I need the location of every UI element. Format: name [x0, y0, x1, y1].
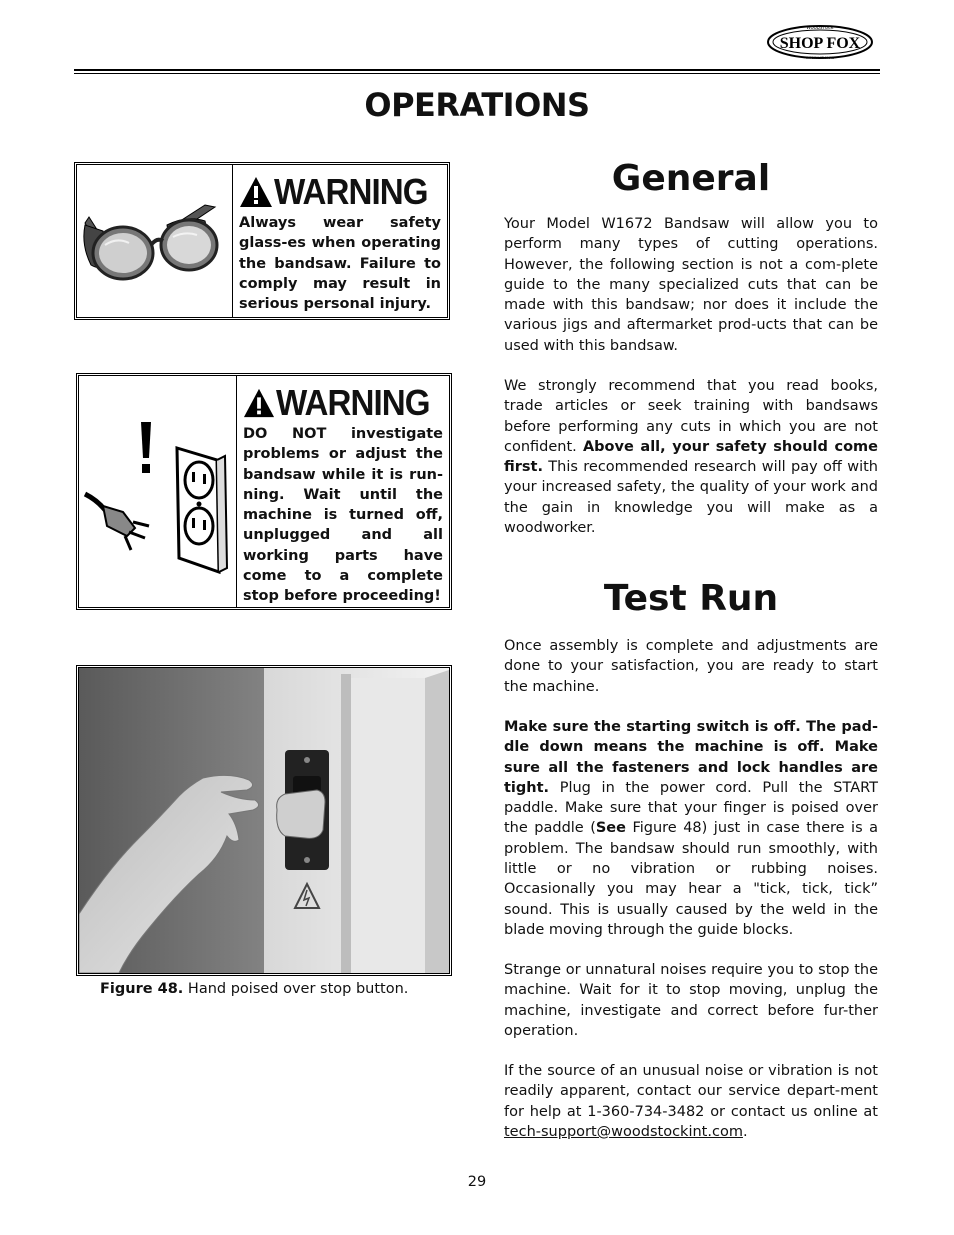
- text: ) just in case there is a problem. The bandsaw should run smoothly, with little or no vibration or rubbing noises. Occasionally you may hear a "tick, tick, tick” sound. This is usually caused by the weld in the blade moving through the guide blocks.: [504, 820, 878, 938]
- warning-text-area: [237, 376, 449, 607]
- section-title: OPERATIONS: [364, 86, 590, 124]
- test-run-paragraph-1: Once assembly is complete and adjustments are done to your satisfaction, you are ready to start the machine.: [504, 638, 878, 695]
- logo-bottom-text: INTERNATIONAL: [805, 56, 835, 60]
- header-rule: [74, 69, 880, 71]
- warning-text-area: [233, 165, 447, 317]
- unplug-outlet-icon: [79, 376, 237, 607]
- safety-glasses-icon: [77, 165, 233, 317]
- general-paragraph-1: Your Model W1672 Bandsaw will allow you to perform many types of cutting operations. However, the following section is not a com-plete guide to the many specialized cuts that can be made with this bandsaw; nor does it include the various jigs and aftermarket prod-ucts that can be used with this bandsaw.: [504, 216, 878, 354]
- warning-message: Always wear safety glass-es when operating the bandsaw. Failure to comply may result in serious personal injury.: [239, 215, 441, 313]
- warning-picture: [79, 376, 237, 607]
- warning-box-safety-glasses: [74, 162, 450, 320]
- general-paragraph-2: [504, 376, 878, 538]
- warning-triangle-icon: [239, 175, 273, 209]
- test-run-paragraph-3: Strange or unnatural noises require you to stop the machine. Wait for it to stop moving, unplug the machine, investigate and correct before fur-ther operation.: [504, 962, 878, 1039]
- warning-message: DO NOT investigate problems or adjust the bandsaw while it is run-ning. Wait until the machine is turned off, unplugged and all working parts have come to a complete stop before proceeding!: [243, 426, 443, 605]
- figure-caption: [100, 981, 408, 997]
- warning-triangle-icon: [243, 386, 275, 420]
- warning-header: [239, 171, 441, 213]
- support-email-link[interactable]: tech-support@woodstockint.com: [504, 1123, 743, 1140]
- warning-header: [243, 382, 443, 424]
- page-number: 29: [467, 1174, 487, 1190]
- safety-emphasis: Above all, your safety should come first.: [504, 438, 878, 476]
- logo-text: SHOP FOX: [779, 35, 861, 52]
- test-run-paragraph-2: [504, 717, 878, 940]
- text: If the source of an unusual noise or vibration is not readily apparent, contact our service depart-ment for help at 1-360-734-3482 or contact us online at: [504, 1063, 878, 1120]
- shop-fox-logo: [766, 22, 874, 62]
- logo-top-text: WOODSTOCK: [806, 25, 834, 30]
- figure-caption-text: Hand poised over stop button.: [187, 981, 409, 997]
- heading-test-run: Test Run: [603, 578, 779, 619]
- text: We strongly recommend that you read books, trade articles or seek training with bandsaws before performing any cuts in which you are not confident.: [504, 378, 878, 455]
- figure-48-photo: [76, 665, 452, 976]
- header-rule-thin: [74, 73, 880, 74]
- test-run-paragraph-4: [504, 1061, 878, 1142]
- warning-picture: [77, 165, 233, 317]
- text: Plug in the power cord. Pull the START paddle. Make sure that your finger is poised over the paddle (: [504, 779, 878, 837]
- switch-instruction: Make sure the starting switch is off. The pad-dle down means the machine is off. Make sure all the fasteners and lock handles are tight.: [504, 719, 878, 796]
- text: This recommended research will pay off with your increased safety, the quality of your work and the gain in knowledge you will make as a woodworker.: [504, 459, 878, 537]
- text: .: [742, 1123, 748, 1140]
- see-reference: See: [595, 820, 626, 837]
- heading-general: General: [611, 158, 771, 199]
- warning-word: WARNING: [276, 382, 430, 423]
- hand-over-switch-image: [79, 668, 449, 973]
- figure-label: Figure 48.: [100, 981, 184, 997]
- warning-word: WARNING: [274, 171, 428, 212]
- warning-box-unplug: [76, 373, 452, 610]
- figure-reference[interactable]: Figure 48: [625, 820, 702, 837]
